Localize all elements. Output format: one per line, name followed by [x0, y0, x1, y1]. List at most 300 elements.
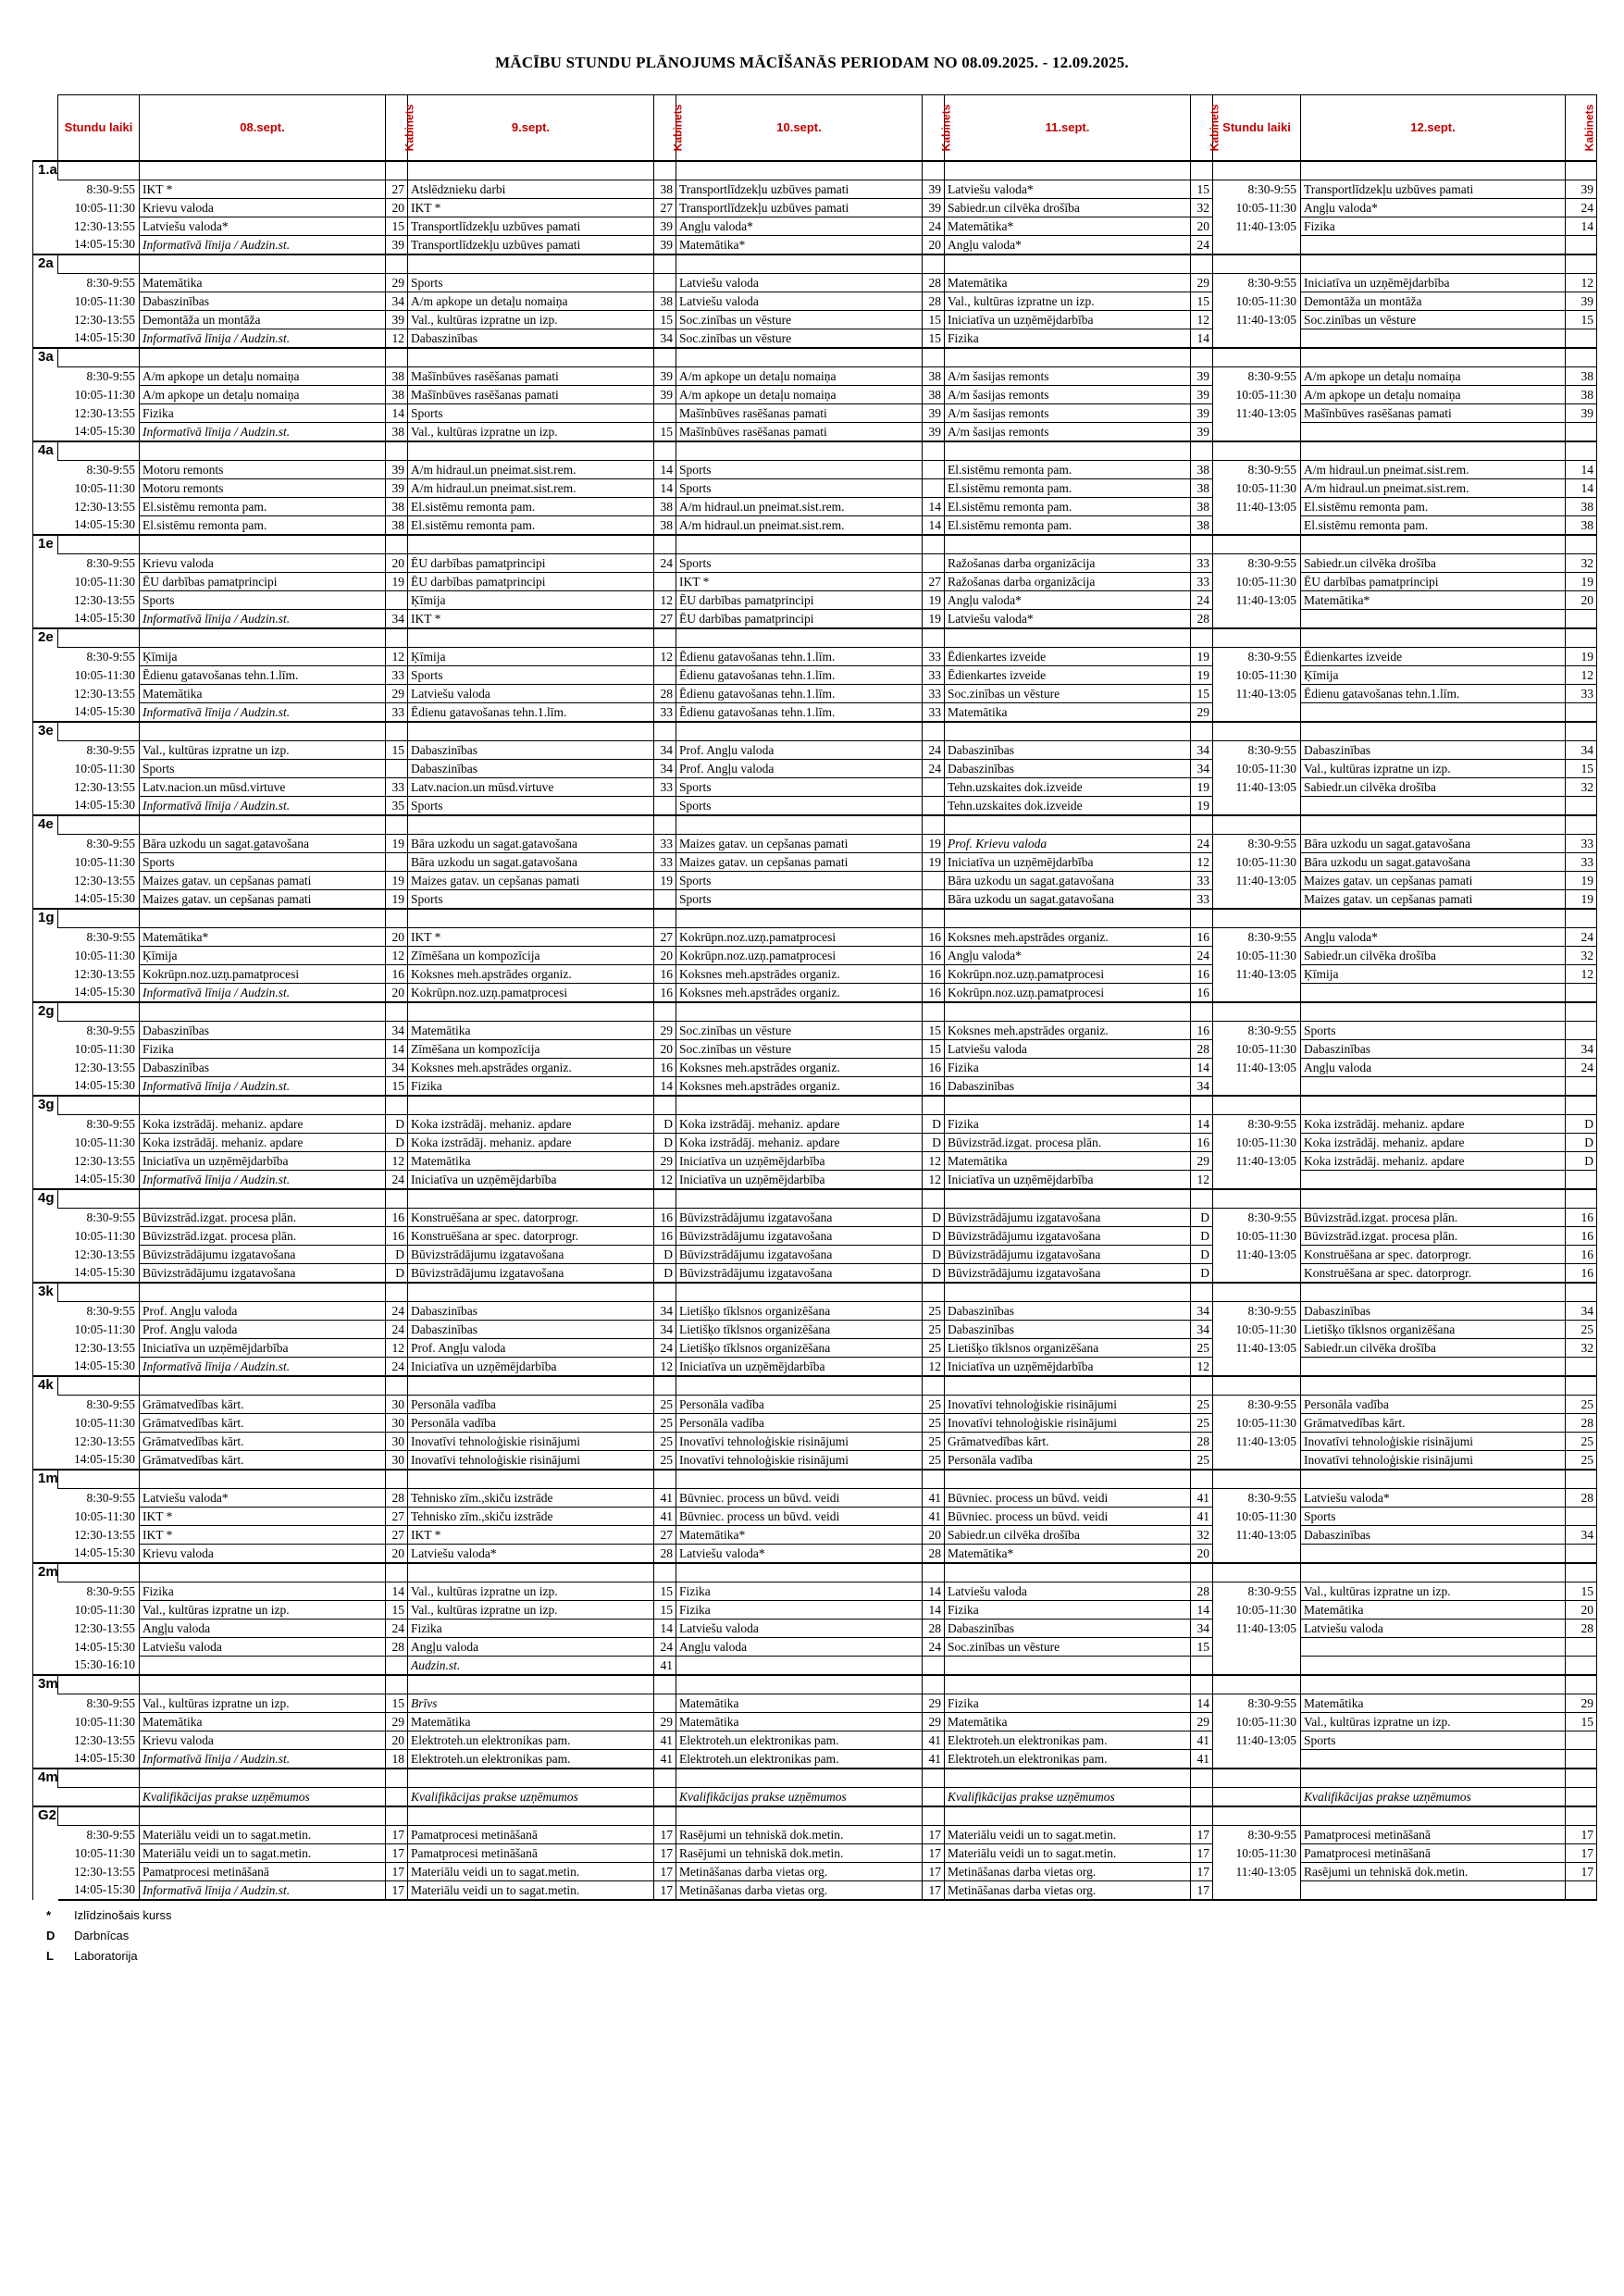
- room-cell: 33: [923, 648, 945, 666]
- subject-cell: Informatīvā līnija / Audzin.st.: [140, 236, 386, 255]
- room-cell: 28: [1566, 1414, 1597, 1433]
- room-cell: 32: [1566, 778, 1597, 797]
- group-label: 2e: [33, 628, 58, 722]
- subject-cell: Fizika: [140, 1582, 386, 1601]
- lesson-row: [33, 1414, 1597, 1433]
- subject-cell: Angļu valoda: [1301, 1059, 1566, 1077]
- empty-cell: [1191, 628, 1213, 648]
- lesson-time: 12:30-13:55: [74, 1732, 135, 1747]
- empty-cell: [1213, 1002, 1301, 1022]
- subject-cell: Būvizstrād.izgat. procesa plān.: [140, 1209, 386, 1227]
- empty-cell: [945, 1376, 1191, 1396]
- room-cell: 38: [386, 423, 408, 442]
- subject-cell: A/m šasijas remonts: [945, 367, 1191, 386]
- empty-cell: [1213, 722, 1301, 741]
- legend-item: [46, 1945, 171, 1966]
- lesson-time-friday: 10:05-11:30: [1235, 1135, 1296, 1149]
- empty-cell: [1566, 1189, 1597, 1209]
- subject-cell: Koksnes meh.apstrādes organiz.: [945, 928, 1191, 947]
- subject-cell: Tehn.uzskaites dok.izveide: [945, 797, 1191, 816]
- group-header-row: [33, 1470, 1597, 1489]
- room-cell: 17: [1191, 1881, 1213, 1901]
- subject-cell: Matemātika: [945, 1713, 1191, 1731]
- room-cell: 12: [1566, 666, 1597, 685]
- lesson-row: [33, 1358, 1597, 1377]
- empty-cell: [654, 909, 676, 928]
- empty-cell: [140, 1376, 386, 1396]
- subject-cell: Koka izstrādāj. mehaniz. apdare: [1301, 1152, 1566, 1171]
- room-cell: 34: [1191, 741, 1213, 760]
- lesson-time-friday: 11:40-13:05: [1235, 1153, 1296, 1168]
- room-cell: 17: [923, 1881, 945, 1901]
- room-cell: 15: [1566, 1713, 1597, 1731]
- lesson-time-friday: 11:40-13:05: [1235, 779, 1296, 794]
- subject-cell: Metināšanas darba vietas org.: [676, 1863, 923, 1881]
- empty-cell: [408, 722, 654, 741]
- room-cell: 24: [654, 554, 676, 573]
- room-cell: 14: [1566, 217, 1597, 236]
- empty-cell: [654, 722, 676, 741]
- lesson-time-friday: 8:30-9:55: [1247, 555, 1296, 570]
- lesson-time: [58, 1788, 140, 1807]
- lesson-time-friday: 11:40-13:05: [1235, 1340, 1296, 1355]
- lesson-time-friday: 11:40-13:05: [1235, 1527, 1296, 1542]
- subject-cell: Būvizstrādājumu izgatavošana: [945, 1209, 1191, 1227]
- subject-cell: Soc.zinības un vēsture: [676, 1022, 923, 1040]
- header-row: [33, 95, 1597, 162]
- room-cell: 33: [654, 778, 676, 797]
- subject-cell: A/m apkope un detaļu nomaiņa: [408, 292, 654, 311]
- room-cell: [1566, 703, 1597, 723]
- room-cell: [654, 1694, 676, 1713]
- subject-cell: Latviešu valoda: [676, 1620, 923, 1638]
- room-header: Kabinets: [923, 95, 945, 162]
- empty-cell: [1566, 722, 1597, 741]
- subject-cell: Materiālu veidi un to sagat.metin.: [408, 1863, 654, 1881]
- empty-cell: [1213, 909, 1301, 928]
- times-header: Stundu laiki: [1213, 95, 1301, 162]
- subject-cell: [1301, 610, 1566, 629]
- subject-cell: Kokrūpn.noz.uzņ.pamatprocesi: [140, 965, 386, 984]
- room-cell: 38: [1191, 461, 1213, 479]
- subject-cell: Inovatīvi tehnoloģiskie risinājumi: [1301, 1451, 1566, 1471]
- empty-cell: [945, 254, 1191, 274]
- subject-cell: Sports: [140, 853, 386, 872]
- empty-cell: [140, 441, 386, 461]
- lesson-time: 14:05-15:30: [74, 1078, 135, 1093]
- room-cell: 15: [386, 1601, 408, 1620]
- room-cell: 29: [654, 1022, 676, 1040]
- room-cell: 27: [386, 1508, 408, 1526]
- room-cell: 30: [386, 1396, 408, 1414]
- subject-cell: Sports: [140, 760, 386, 778]
- lesson-time: 10:05-11:30: [74, 1602, 135, 1617]
- lesson-time-friday: 10:05-11:30: [1235, 293, 1296, 308]
- empty-cell: [1566, 815, 1597, 835]
- subject-cell: Koksnes meh.apstrādes organiz.: [408, 1059, 654, 1077]
- room-cell: 12: [923, 1152, 945, 1171]
- lesson-time-friday: 10:05-11:30: [1235, 1228, 1296, 1243]
- empty-cell: [654, 1096, 676, 1115]
- room-cell: 34: [386, 292, 408, 311]
- empty-cell: [386, 628, 408, 648]
- subject-cell: Kokrūpn.noz.uzņ.pamatprocesi: [676, 928, 923, 947]
- lesson-time-friday: 8:30-9:55: [1247, 649, 1296, 664]
- subject-cell: Sabiedr.un cilvēka drošība: [1301, 554, 1566, 573]
- empty-cell: [408, 1470, 654, 1489]
- lesson-time-friday: 11:40-13:05: [1235, 218, 1296, 233]
- empty-cell: [1301, 909, 1566, 928]
- subject-cell: Metināšanas darba vietas org.: [945, 1863, 1191, 1881]
- room-cell: 25: [1191, 1414, 1213, 1433]
- group-header-row: [33, 815, 1597, 835]
- empty-cell: [676, 815, 923, 835]
- room-cell: [1566, 1750, 1597, 1769]
- subject-cell: El.sistēmu remonta pam.: [140, 516, 386, 536]
- room-cell: 39: [923, 423, 945, 442]
- subject-cell: Maizes gatav. un cepšanas pamati: [676, 853, 923, 872]
- room-header: Kabinets: [1566, 95, 1597, 162]
- subject-cell: Inovatīvi tehnoloģiskie risinājumi: [408, 1451, 654, 1471]
- lesson-time: 10:05-11:30: [74, 574, 135, 589]
- empty-cell: [654, 815, 676, 835]
- subject-cell: Sports: [676, 872, 923, 890]
- subject-cell: A/m hidraul.un pneimat.sist.rem.: [1301, 479, 1566, 498]
- subject-cell: Fizika: [945, 329, 1191, 349]
- room-cell: 39: [1191, 423, 1213, 442]
- subject-cell: Koksnes meh.apstrādes organiz.: [945, 1022, 1191, 1040]
- empty-cell: [923, 1283, 945, 1302]
- subject-cell: Būvizstrādājumu izgatavošana: [676, 1209, 923, 1227]
- subject-cell: Konstruēšana ar spec. datorprogr.: [408, 1209, 654, 1227]
- room-cell: 39: [923, 199, 945, 217]
- subject-cell: Informatīvā līnija / Audzin.st.: [140, 329, 386, 349]
- empty-cell: [676, 535, 923, 554]
- empty-cell: [1213, 1283, 1301, 1302]
- room-cell: D: [923, 1246, 945, 1264]
- room-header: Kabinets: [1191, 95, 1213, 162]
- room-cell: 25: [923, 1339, 945, 1358]
- room-cell: 19: [1191, 778, 1213, 797]
- subject-cell: Ķīmija: [1301, 965, 1566, 984]
- group-header-row: [33, 722, 1597, 741]
- lesson-row: [33, 760, 1597, 778]
- room-cell: 29: [386, 1713, 408, 1731]
- room-cell: 39: [654, 367, 676, 386]
- room-cell: 20: [1191, 1545, 1213, 1564]
- group-label: 1.a: [33, 161, 58, 254]
- subject-cell: Metināšanas darba vietas org.: [676, 1881, 923, 1901]
- empty-cell: [58, 1002, 140, 1022]
- subject-cell: Sports: [676, 797, 923, 816]
- lesson-time-friday: 8:30-9:55: [1247, 275, 1296, 290]
- subject-cell: Dabaszinības: [408, 760, 654, 778]
- empty-cell: [386, 1563, 408, 1582]
- room-cell: 28: [386, 1489, 408, 1508]
- lesson-row: [33, 1134, 1597, 1152]
- room-cell: 15: [386, 1694, 408, 1713]
- lesson-time: 10:05-11:30: [74, 1228, 135, 1243]
- subject-cell: Prof. Angļu valoda: [676, 741, 923, 760]
- subject-cell: Latviešu valoda: [1301, 1620, 1566, 1638]
- lesson-row: [33, 853, 1597, 872]
- lesson-time: 14:05-15:30: [74, 985, 135, 999]
- empty-cell: [945, 441, 1191, 461]
- group-label: 3a: [33, 348, 58, 441]
- room-cell: 28: [1191, 1040, 1213, 1059]
- group-label: 2a: [33, 254, 58, 348]
- lesson-time: 10:05-11:30: [74, 1322, 135, 1336]
- lesson-time: 12:30-13:55: [74, 1433, 135, 1448]
- day-header: 12.sept.: [1301, 95, 1566, 162]
- lesson-time: 12:30-13:55: [74, 218, 135, 233]
- subject-cell: IKT *: [676, 573, 923, 591]
- empty-cell: [1301, 1769, 1566, 1788]
- subject-cell: Latviešu valoda*: [1301, 1489, 1566, 1508]
- subject-cell: Fizika: [676, 1601, 923, 1620]
- subject-cell: Matemātika: [945, 703, 1191, 723]
- room-cell: 29: [1191, 703, 1213, 723]
- room-cell: 14: [923, 1582, 945, 1601]
- empty-cell: [58, 1096, 140, 1115]
- empty-cell: [923, 161, 945, 180]
- lesson-time-friday: 8:30-9:55: [1247, 1490, 1296, 1505]
- subject-cell: Sabiedr.un cilvēka drošība: [1301, 947, 1566, 965]
- lesson-time-friday: 11:40-13:05: [1235, 1060, 1296, 1074]
- subject-cell: Krievu valoda: [140, 1545, 386, 1564]
- room-cell: [386, 760, 408, 778]
- subject-cell: [1301, 1358, 1566, 1377]
- lesson-time: 12:30-13:55: [74, 1153, 135, 1168]
- lesson-time: 14:05-15:30: [74, 1172, 135, 1186]
- empty-cell: [1191, 254, 1213, 274]
- lesson-time: 14:05-15:30: [74, 704, 135, 719]
- room-cell: [654, 797, 676, 816]
- subject-cell: Transportlīdzekļu uzbūves pamati: [676, 180, 923, 199]
- subject-cell: Koka izstrādāj. mehaniz. apdare: [1301, 1134, 1566, 1152]
- subject-cell: Materiālu veidi un to sagat.metin.: [140, 1826, 386, 1844]
- room-cell: 25: [1566, 1433, 1597, 1451]
- room-cell: 17: [1191, 1826, 1213, 1844]
- subject-cell: Fizika: [140, 404, 386, 423]
- room-cell: 25: [654, 1451, 676, 1471]
- group-header-row: [33, 1806, 1597, 1826]
- subject-cell: Informatīvā līnija / Audzin.st.: [140, 1881, 386, 1901]
- lesson-row: [33, 217, 1597, 236]
- lesson-row: [33, 947, 1597, 965]
- room-cell: D: [1566, 1115, 1597, 1134]
- empty-cell: [1213, 161, 1301, 180]
- subject-cell: Inovatīvi tehnoloģiskie risinājumi: [945, 1414, 1191, 1433]
- legend-text: Darbnīcas: [74, 1928, 130, 1942]
- group-label: 2m: [33, 1563, 58, 1675]
- subject-cell: El.sistēmu remonta pam.: [945, 461, 1191, 479]
- subject-cell: Personāla vadība: [408, 1414, 654, 1433]
- empty-cell: [140, 1675, 386, 1694]
- room-cell: 15: [923, 329, 945, 349]
- group-header-row: [33, 161, 1597, 180]
- lesson-row: [33, 591, 1597, 610]
- room-cell: 17: [923, 1826, 945, 1844]
- subject-cell: Koka izstrādāj. mehaniz. apdare: [676, 1115, 923, 1134]
- subject-cell: [1301, 984, 1566, 1003]
- empty-cell: [386, 1376, 408, 1396]
- subject-cell: Dabaszinības: [408, 329, 654, 349]
- empty-cell: [386, 1189, 408, 1209]
- empty-cell: [654, 1376, 676, 1396]
- subject-cell: Informatīvā līnija / Audzin.st.: [140, 797, 386, 816]
- subject-cell: Mašīnbūves rasēšanas pamati: [1301, 404, 1566, 423]
- subject-cell: IKT *: [408, 928, 654, 947]
- room-cell: [923, 872, 945, 890]
- empty-cell: [676, 1283, 923, 1302]
- room-cell: 19: [386, 835, 408, 853]
- subject-cell: Dabaszinības: [140, 1022, 386, 1040]
- subject-cell: Ražošanas darba organizācija: [945, 573, 1191, 591]
- room-cell: 38: [654, 292, 676, 311]
- group-label: 4a: [33, 441, 58, 535]
- lesson-row: [33, 1059, 1597, 1077]
- subject-cell: Bāra uzkodu un sagat.gatavošana: [945, 872, 1191, 890]
- empty-cell: [58, 722, 140, 741]
- lesson-time-friday: 10:05-11:30: [1235, 200, 1296, 215]
- room-cell: 39: [654, 236, 676, 255]
- empty-cell: [1566, 1096, 1597, 1115]
- room-cell: 32: [1566, 554, 1597, 573]
- room-cell: 19: [386, 890, 408, 910]
- room-cell: 17: [1191, 1863, 1213, 1881]
- room-cell: 38: [1191, 498, 1213, 516]
- room-cell: 24: [386, 1620, 408, 1638]
- empty-cell: [386, 1283, 408, 1302]
- lesson-row: [33, 1750, 1597, 1769]
- lesson-row: [33, 1526, 1597, 1545]
- room-cell: 33: [1191, 554, 1213, 573]
- empty-cell: [676, 1769, 923, 1788]
- subject-cell: Koka izstrādāj. mehaniz. apdare: [1301, 1115, 1566, 1134]
- empty-cell: [140, 1769, 386, 1788]
- room-cell: [1191, 1657, 1213, 1676]
- subject-cell: Matemātika*: [945, 1545, 1191, 1564]
- subject-cell: Informatīvā līnija / Audzin.st.: [140, 1171, 386, 1190]
- room-cell: 34: [1191, 1321, 1213, 1339]
- subject-cell: Dabaszinības: [945, 1321, 1191, 1339]
- subject-cell: Val., kultūras izpratne un izp.: [1301, 1582, 1566, 1601]
- lesson-time: 10:05-11:30: [74, 293, 135, 308]
- lesson-time-friday: [1213, 1881, 1301, 1901]
- group-label: 4e: [33, 815, 58, 909]
- empty-cell: [140, 254, 386, 274]
- room-cell: 34: [1566, 1302, 1597, 1321]
- empty-cell: [1301, 1283, 1566, 1302]
- empty-cell: [140, 161, 386, 180]
- empty-cell: [140, 1563, 386, 1582]
- room-cell: 16: [923, 1077, 945, 1097]
- empty-cell: [654, 254, 676, 274]
- subject-cell: [140, 1657, 386, 1676]
- room-cell: [1566, 984, 1597, 1003]
- subject-cell: Inovatīvi tehnoloģiskie risinājumi: [945, 1396, 1191, 1414]
- room-cell: 15: [654, 423, 676, 442]
- empty-cell: [1301, 1675, 1566, 1694]
- lesson-time-friday: 10:05-11:30: [1235, 667, 1296, 682]
- lesson-row: [33, 797, 1597, 816]
- lesson-time-friday: 10:05-11:30: [1235, 1415, 1296, 1430]
- subject-cell: Sports: [408, 666, 654, 685]
- room-cell: 32: [1191, 199, 1213, 217]
- room-cell: D: [923, 1227, 945, 1246]
- room-cell: 28: [1566, 1620, 1597, 1638]
- empty-cell: [676, 628, 923, 648]
- lesson-time-friday: 8:30-9:55: [1247, 1023, 1296, 1037]
- subject-cell: IKT *: [140, 1526, 386, 1545]
- empty-cell: [386, 1002, 408, 1022]
- subject-cell: El.sistēmu remonta pam.: [945, 479, 1191, 498]
- lesson-row: [33, 274, 1597, 292]
- day-header: 11.sept.: [945, 95, 1191, 162]
- empty-cell: [945, 1470, 1191, 1489]
- subject-cell: Ēdienu gatavošanas tehn.1.līm.: [676, 685, 923, 703]
- lesson-row: [33, 1152, 1597, 1171]
- empty-cell: [1566, 1283, 1597, 1302]
- room-cell: 24: [923, 760, 945, 778]
- lesson-row: [33, 1601, 1597, 1620]
- room-cell: 14: [1566, 461, 1597, 479]
- lesson-time: 10:05-11:30: [74, 1845, 135, 1860]
- room-cell: 29: [654, 1713, 676, 1731]
- room-cell: 32: [1566, 947, 1597, 965]
- lesson-time: 8:30-9:55: [86, 1116, 135, 1131]
- subject-cell: Maizes gatav. un cepšanas pamati: [1301, 872, 1566, 890]
- empty-cell: [408, 1563, 654, 1582]
- room-cell: D: [654, 1134, 676, 1152]
- room-cell: 38: [1191, 516, 1213, 536]
- empty-cell: [676, 1675, 923, 1694]
- subject-cell: Val., kultūras izpratne un izp.: [945, 292, 1191, 311]
- group-header-row: [33, 535, 1597, 554]
- room-cell: 19: [923, 610, 945, 629]
- subject-cell: Val., kultūras izpratne un izp.: [408, 1601, 654, 1620]
- room-cell: 41: [923, 1750, 945, 1769]
- room-cell: 33: [1566, 853, 1597, 872]
- room-cell: 16: [1191, 965, 1213, 984]
- room-header: Kabinets: [654, 95, 676, 162]
- empty-cell: [923, 1806, 945, 1826]
- lesson-time-friday: 8:30-9:55: [1247, 929, 1296, 944]
- room-cell: 34: [386, 610, 408, 629]
- subject-cell: Iniciatīva un uzņēmējdarbība: [676, 1358, 923, 1377]
- lesson-row: [33, 685, 1597, 703]
- room-cell: 38: [1566, 498, 1597, 516]
- empty-cell: [140, 348, 386, 367]
- lesson-row: [33, 404, 1597, 423]
- empty-cell: [1213, 535, 1301, 554]
- room-cell: 41: [923, 1508, 945, 1526]
- room-cell: 27: [386, 1526, 408, 1545]
- day-header: 9.sept.: [408, 95, 654, 162]
- subject-cell: Koka izstrādāj. mehaniz. apdare: [140, 1115, 386, 1134]
- room-cell: 16: [923, 1059, 945, 1077]
- subject-cell: Kokrūpn.noz.uzņ.pamatprocesi: [945, 984, 1191, 1003]
- subject-cell: Lietišķo tīklsnos organizēšana: [676, 1302, 923, 1321]
- room-cell: 25: [1566, 1451, 1597, 1471]
- subject-cell: Iniciatīva un uzņēmējdarbība: [676, 1171, 923, 1190]
- empty-cell: [1213, 628, 1301, 648]
- subject-cell: Matemātika: [1301, 1601, 1566, 1620]
- subject-cell: Transportlīdzekļu uzbūves pamati: [1301, 180, 1566, 199]
- subject-cell: Elektroteh.un elektronikas pam.: [945, 1750, 1191, 1769]
- subject-cell: Iniciatīva un uzņēmējdarbība: [140, 1152, 386, 1171]
